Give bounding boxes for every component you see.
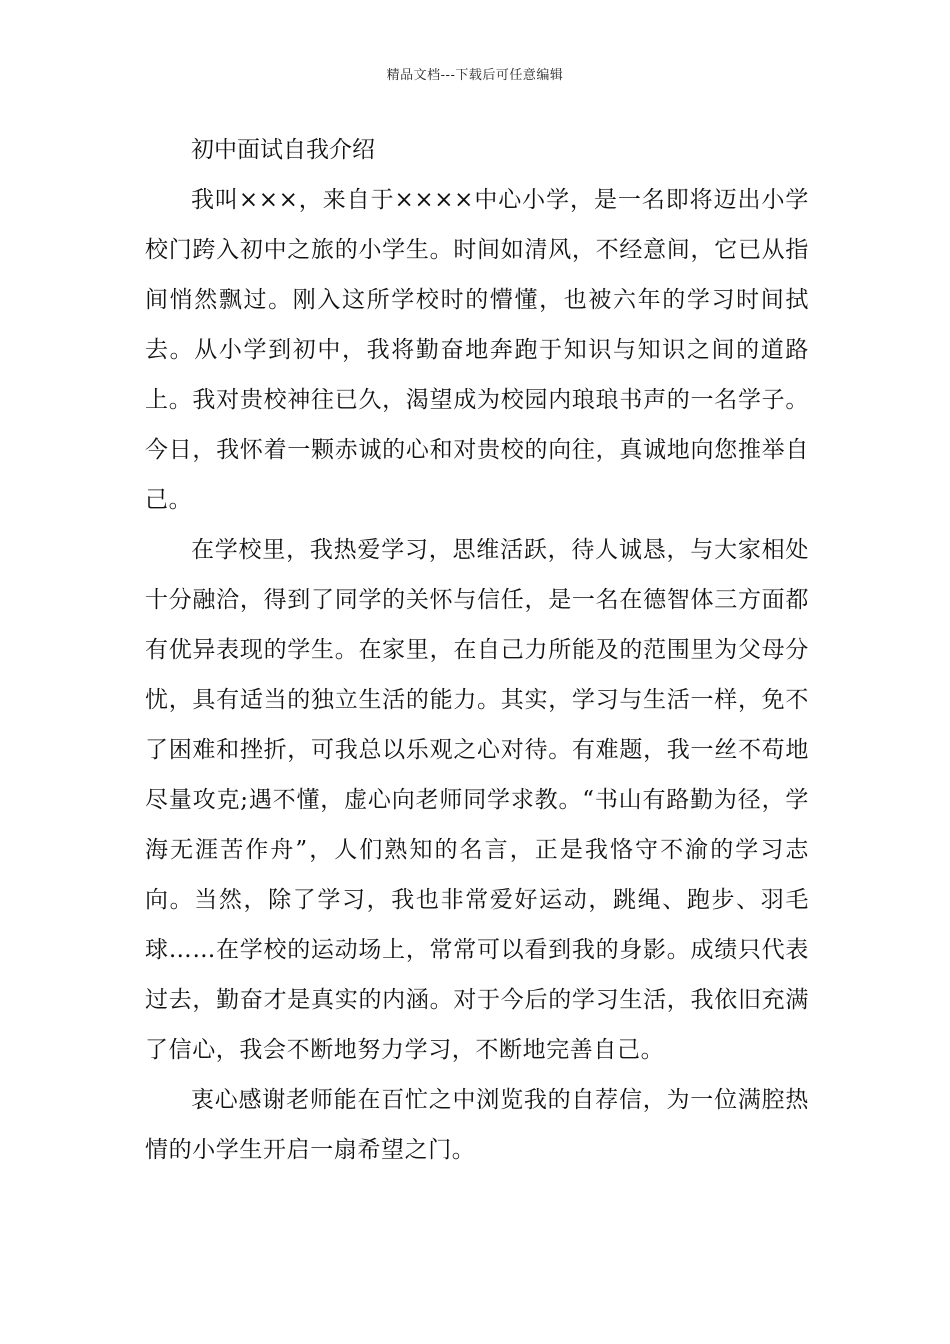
header-note: 精品文档---下载后可任意编辑 bbox=[386, 68, 564, 83]
paragraph-intro: 我叫×××，来自于××××中心小学，是一名即将迈出小学校门跨入初中之旅的小学生。时间如清风，不经意间，它已从指间悄然飘过。刚入这所学校时的懵懂，也被六年的学习时间拭去。从小学到初中，我将勤奋地奔跑于知识与知识之间的道路上。我对贵校神往已久，渴望成为校园内琅琅书声的一名学子。今日，我怀着一颗赤诚的心和对贵校的向往，真诚地向您推举自己。 bbox=[145, 187, 809, 513]
paragraph-thanks: 衷心感谢老师能在百忙之中浏览我的自荐信，为一位满腔热情的小学生开启一扇希望之门。 bbox=[145, 1087, 809, 1163]
document-title: 初中面试自我介绍 bbox=[191, 137, 375, 163]
document-body bbox=[145, 125, 809, 1175]
paragraph-school-life: 在学校里，我热爱学习，思维活跃，待人诚恳，与大家相处十分融洽，得到了同学的关怀与信任，是一名在德智体三方面都有优异表现的学生。在家里，在自己力所能及的范围里为父母分忧，具有适当的独立生活的能力。其实，学习与生活一样，免不了困难和挫折，可我总以乐观之心对待。有难题，我一丝不苟地尽量攻克;遇不懂，虚心向老师同学求教。“书山有路勤为径，学海无涯苦作舟”，人们熟知的名言，正是我恪守不渝的学习志向。当然，除了学习，我也非常爱好运动，跳绳、跑步、羽毛球……在学校的运动场上，常常可以看到我的身影。成绩只代表过去，勤奋才是真实的内涵。对于今后的学习生活，我依旧充满了信心，我会不断地努力学习，不断地完善自己。 bbox=[145, 537, 809, 1063]
